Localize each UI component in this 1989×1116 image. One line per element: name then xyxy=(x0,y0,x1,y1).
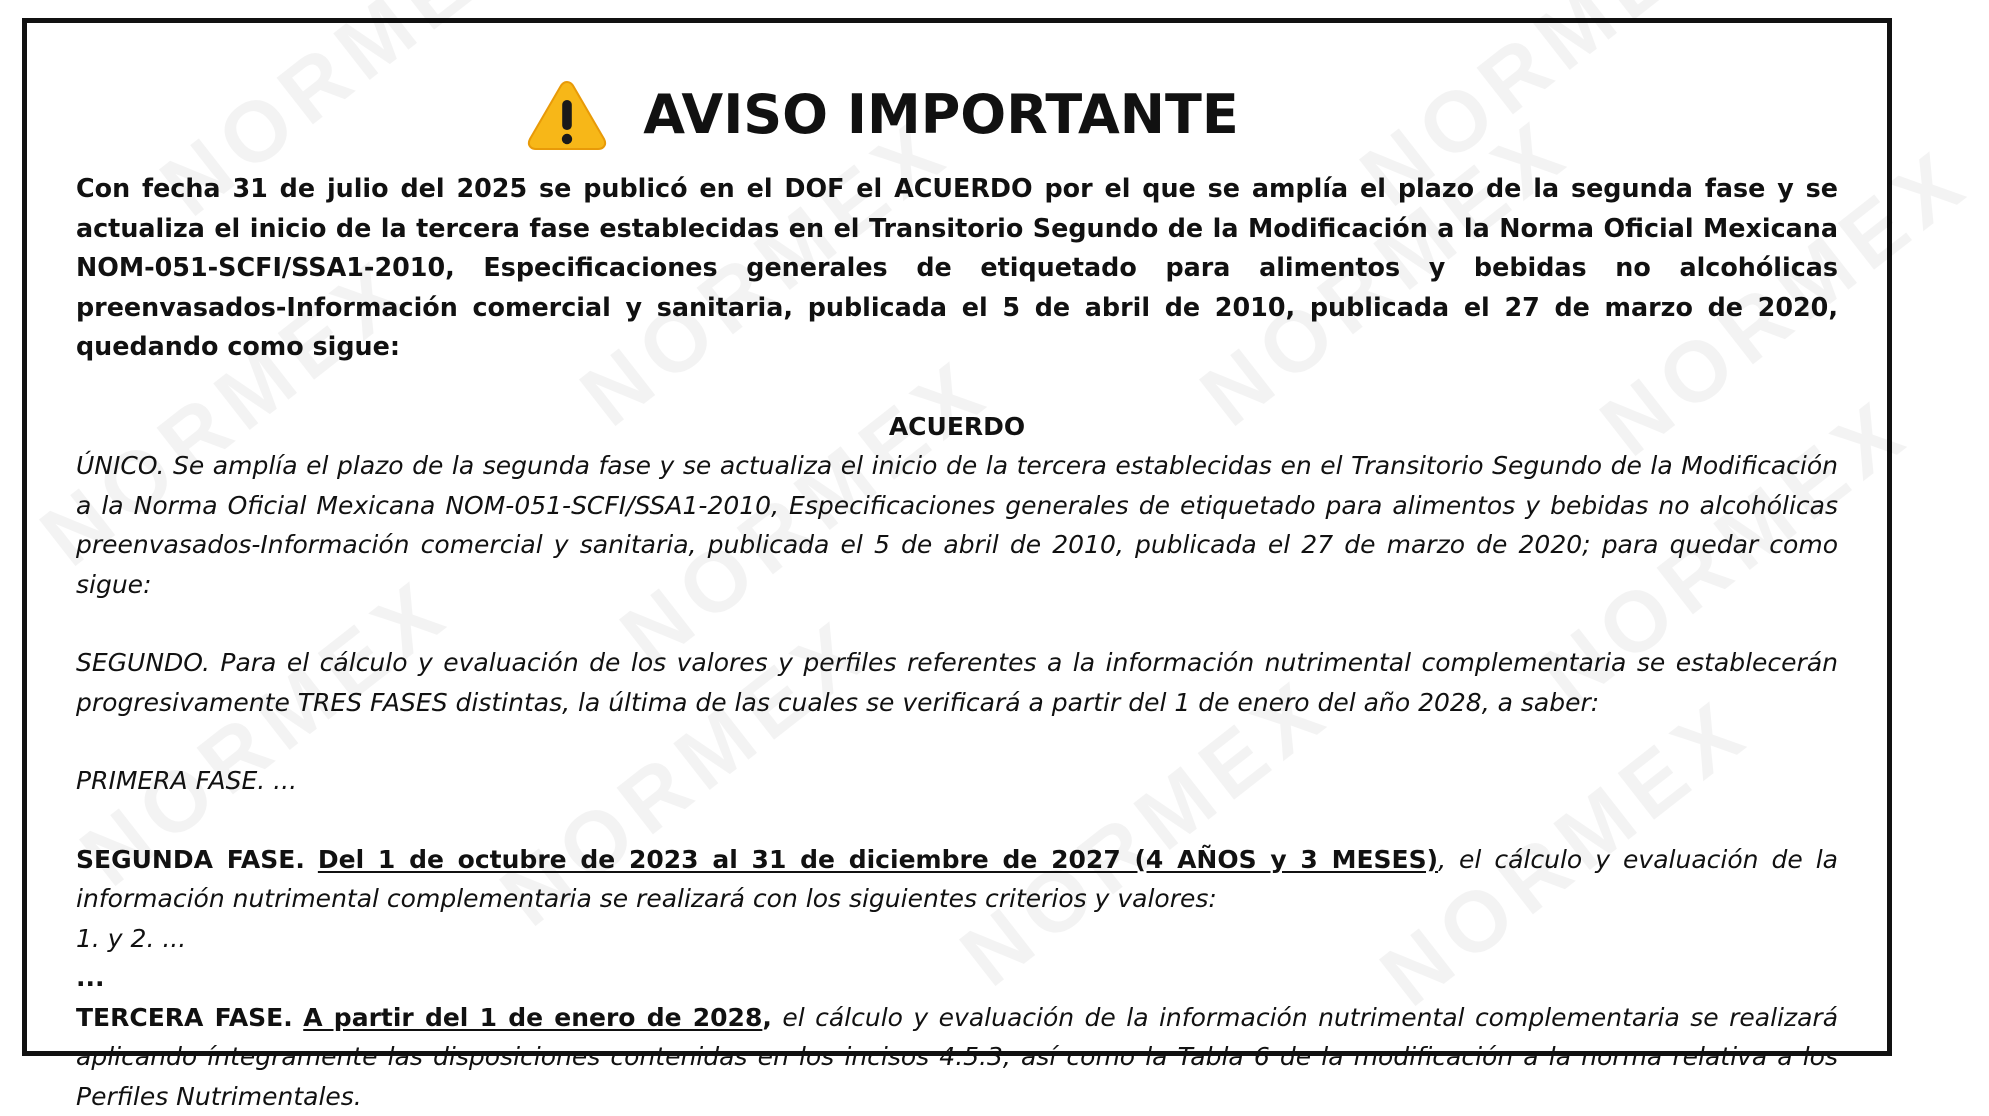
tercera-fase-text: el cálculo y evaluación de la información nutrimental complementaria se realizará aplicando íntegramente las disposiciones contenidas en los incisos 4.5.3, así como la Tabla 6 de la modificación a la norma relativa a los Perfiles Nutrimentales. xyxy=(76,1003,1838,1111)
warning-icon xyxy=(525,76,609,152)
tercera-fase-label: TERCERA FASE. xyxy=(76,1003,293,1032)
items-line: 1. y 2. ... xyxy=(76,919,1838,959)
acuerdo-heading: ACUERDO xyxy=(76,407,1838,447)
tercera-fase-comma: , xyxy=(762,1003,772,1032)
page-title: AVISO IMPORTANTE xyxy=(643,83,1238,146)
segunda-fase-label: SEGUNDA FASE. xyxy=(76,845,305,874)
notice-frame xyxy=(22,18,1892,1056)
ellipsis-line: ... xyxy=(76,958,1838,998)
segundo-paragraph: SEGUNDO. Para el cálculo y evaluación de los valores y perfiles referentes a la información nutrimental complementaria se establecerán progresivamente TRES FASES distintas, la última de las cuales se verificará a partir del 1 de enero del año 2028, a saber: xyxy=(76,643,1838,722)
notice-body xyxy=(76,169,1838,1116)
segunda-fase-paragraph xyxy=(76,840,1838,919)
unico-paragraph: ÚNICO. Se amplía el plazo de la segunda fase y se actualiza el inicio de la tercera establecidas en el Transitorio Segundo de la Modificación a la Norma Oficial Mexicana NOM-051-SCFI/SSA1-2010, Especificaciones generales de etiquetado para alimentos y bebidas no alcohólicas preenvasados-Información comercial y sanitaria, publicada el 5 de abril de 2010, publicada el 27 de marzo de 2020; para quedar como sigue: xyxy=(76,446,1838,604)
segunda-fase-text: , el cálculo y evaluación de la información nutrimental complementaria se realizará con los siguientes criterios y valores: xyxy=(76,845,1838,914)
primera-fase-paragraph: PRIMERA FASE. ... xyxy=(76,761,1838,801)
tercera-fase-period: A partir del 1 de enero de 2028 xyxy=(303,1003,762,1032)
intro-paragraph: Con fecha 31 de julio del 2025 se publicó en el DOF el ACUERDO por el que se amplía el plazo de la segunda fase y se actualiza el inicio de la tercera fase establecidas en el Transitorio Segundo de la Modificación a la Norma Oficial Mexicana NOM-051-SCFI/SSA1-2010, Especificaciones generales de etiquetado para alimentos y bebidas no alcohólicas preenvasados-Información comercial y sanitaria, publicada el 5 de abril de 2010, publicada el 27 de marzo de 2020, quedando como sigue: xyxy=(76,169,1838,367)
tercera-fase-paragraph xyxy=(76,998,1838,1116)
segunda-fase-period: Del 1 de octubre de 2023 al 31 de diciembre de 2027 (4 AÑOS y 3 MESES) xyxy=(318,845,1438,874)
header xyxy=(27,59,1887,169)
